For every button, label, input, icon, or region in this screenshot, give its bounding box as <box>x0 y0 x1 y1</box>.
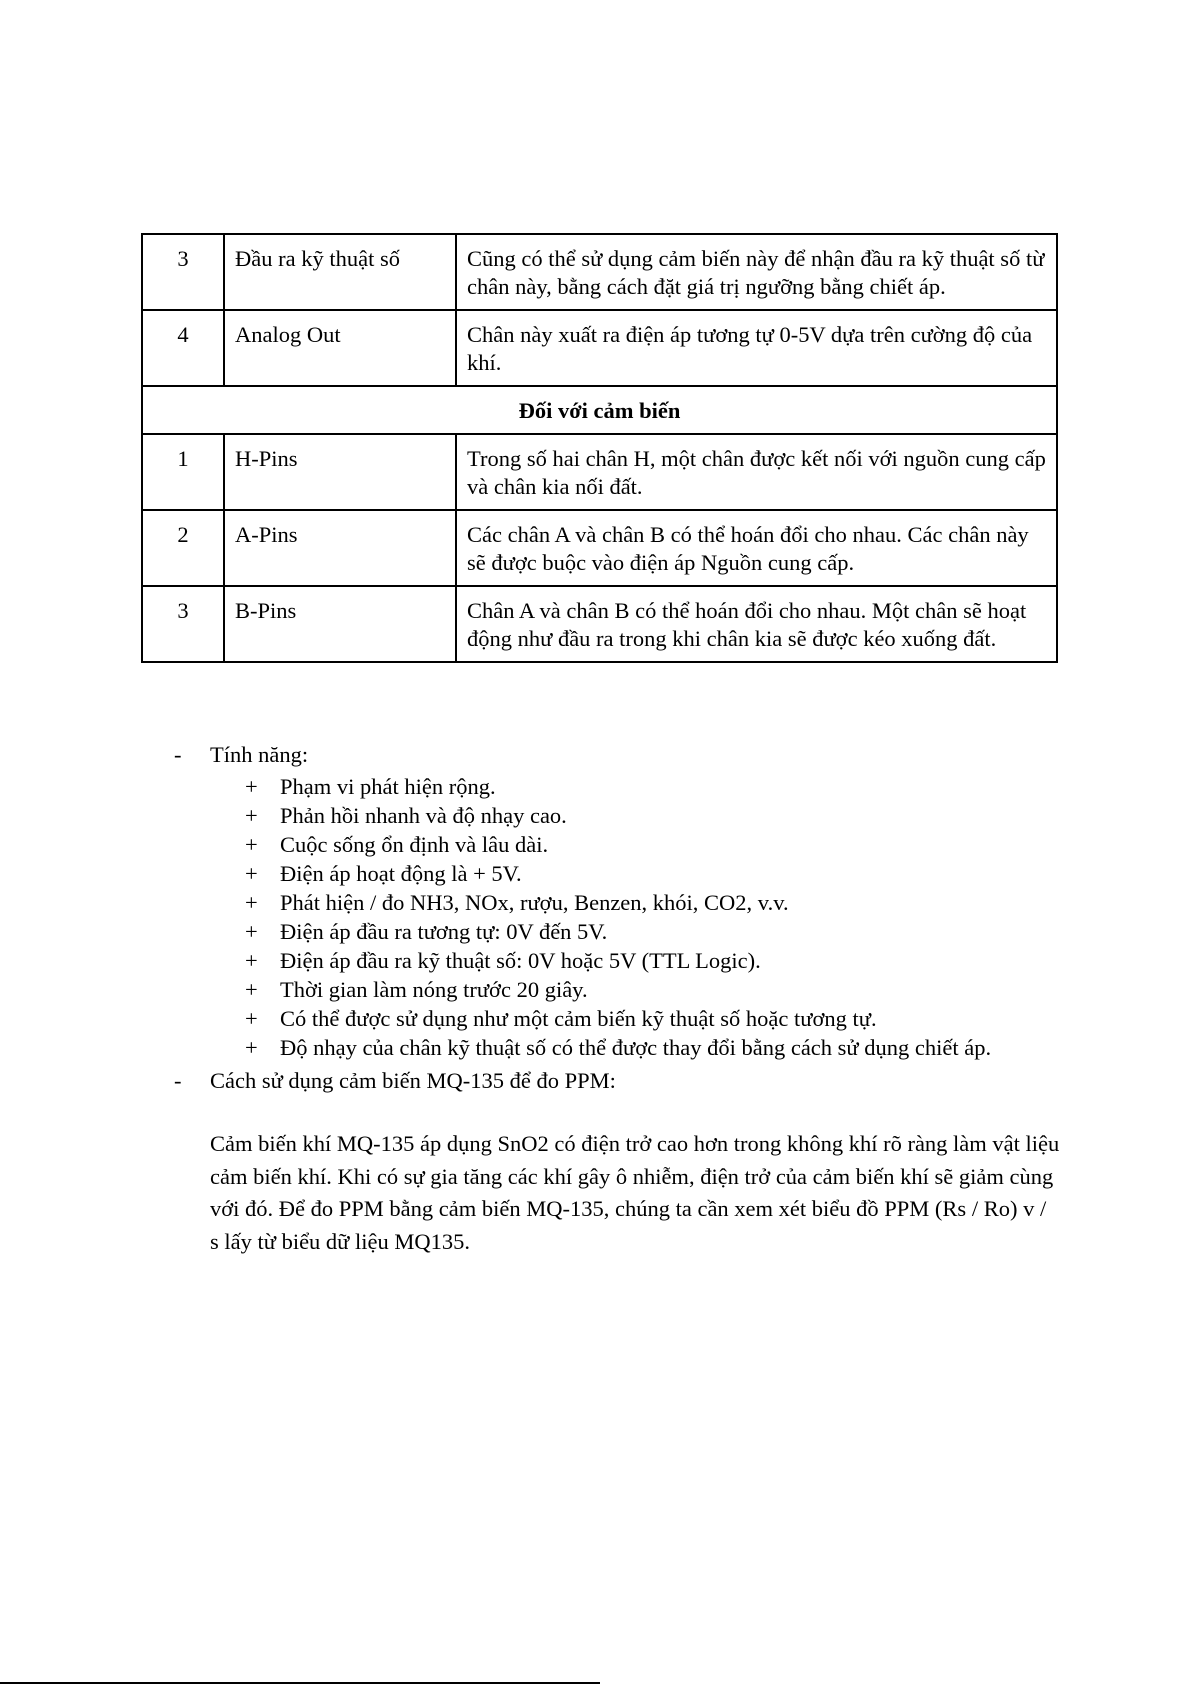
table-row <box>142 310 1057 386</box>
plus-marker: + <box>245 948 258 973</box>
pin-name: H-Pins <box>224 434 456 510</box>
pin-description: Các chân A và chân B có thể hoán đổi cho nhau. Các chân này sẽ được buộc vào điện áp Nguồn cung cấp. <box>456 510 1057 586</box>
plus-marker: + <box>245 861 258 886</box>
plus-marker: + <box>245 1006 258 1031</box>
list-item <box>0 830 1191 859</box>
list-item <box>0 888 1191 917</box>
list-item-text: Điện áp đầu ra tương tự: 0V đến 5V. <box>280 919 608 944</box>
list-item <box>0 772 1191 801</box>
table-row <box>142 434 1057 510</box>
pin-description: Chân này xuất ra điện áp tương tự 0-5V dựa trên cường độ của khí. <box>456 310 1057 386</box>
pin-number: 3 <box>142 586 224 662</box>
table-section-row <box>142 386 1057 434</box>
plus-marker: + <box>245 919 258 944</box>
usage-section <box>0 1066 1191 1096</box>
plus-marker: + <box>245 1035 258 1060</box>
list-item-text: Phạm vi phát hiện rộng. <box>280 774 496 799</box>
footer-divider <box>0 1682 600 1684</box>
pin-name: Đầu ra kỹ thuật số <box>224 234 456 310</box>
table-row <box>142 234 1057 310</box>
table-row <box>142 586 1057 662</box>
plus-marker: + <box>245 803 258 828</box>
list-item-text: Có thể được sử dụng như một cảm biến kỹ thuật số hoặc tương tự. <box>280 1006 877 1031</box>
list-item <box>0 946 1191 975</box>
list-item <box>0 801 1191 830</box>
pin-description: Trong số hai chân H, một chân được kết nối với nguồn cung cấp và chân kia nối đất. <box>456 434 1057 510</box>
plus-marker: + <box>245 890 258 915</box>
pin-description: Chân A và chân B có thể hoán đổi cho nhau. Một chân sẽ hoạt động như đầu ra trong khi chân kia sẽ được kéo xuống đất. <box>456 586 1057 662</box>
list-item-text: Điện áp hoạt động là + 5V. <box>280 861 522 886</box>
features-section <box>0 740 1191 770</box>
dash-marker: - <box>174 742 182 767</box>
plus-marker: + <box>245 774 258 799</box>
usage-heading: Cách sử dụng cảm biến MQ-135 để đo PPM: <box>210 1068 616 1093</box>
list-item <box>0 917 1191 946</box>
plus-marker: + <box>245 977 258 1002</box>
pin-number: 4 <box>142 310 224 386</box>
pin-description: Cũng có thể sử dụng cảm biến này để nhận đầu ra kỹ thuật số từ chân này, bằng cách đặt giá trị ngưỡng bằng chiết áp. <box>456 234 1057 310</box>
pin-table <box>141 233 1058 663</box>
section-title: Đối với cảm biến <box>142 386 1057 434</box>
list-item <box>0 859 1191 888</box>
pin-name: A-Pins <box>224 510 456 586</box>
list-item-text: Độ nhạy của chân kỹ thuật số có thể được thay đổi bằng cách sử dụng chiết áp. <box>280 1035 992 1060</box>
list-item-text: Thời gian làm nóng trước 20 giây. <box>280 977 588 1002</box>
pin-number: 2 <box>142 510 224 586</box>
features-heading: Tính năng: <box>210 742 309 767</box>
list-item <box>0 1004 1191 1033</box>
pin-number: 3 <box>142 234 224 310</box>
dash-marker: - <box>174 1068 182 1093</box>
list-item-text: Cuộc sống ổn định và lâu dài. <box>280 832 549 857</box>
pin-name: B-Pins <box>224 586 456 662</box>
list-item-text: Điện áp đầu ra kỹ thuật số: 0V hoặc 5V (TTL Logic). <box>280 948 761 973</box>
list-item-text: Phản hồi nhanh và độ nhạy cao. <box>280 803 567 828</box>
pin-number: 1 <box>142 434 224 510</box>
usage-paragraph: Cảm biến khí MQ-135 áp dụng SnO2 có điện trở cao hơn trong không khí rõ ràng làm vật liệu cảm biến khí. Khi có sự gia tăng các khí gây ô nhiễm, điện trở của cảm biến khí sẽ giảm cùng với đó. Để đo PPM bằng cảm biến MQ-135, chúng ta cần xem xét biểu đồ PPM (Rs / Ro) v / s lấy từ biểu dữ liệu MQ135. <box>210 1131 1060 1254</box>
list-item <box>0 975 1191 1004</box>
table-row <box>142 510 1057 586</box>
features-list <box>0 772 1191 1062</box>
pin-name: Analog Out <box>224 310 456 386</box>
list-item-text: Phát hiện / đo NH3, NOx, rượu, Benzen, khói, CO2, v.v. <box>280 890 789 915</box>
plus-marker: + <box>245 832 258 857</box>
body-content <box>0 740 1191 1258</box>
list-item <box>0 1033 1191 1062</box>
